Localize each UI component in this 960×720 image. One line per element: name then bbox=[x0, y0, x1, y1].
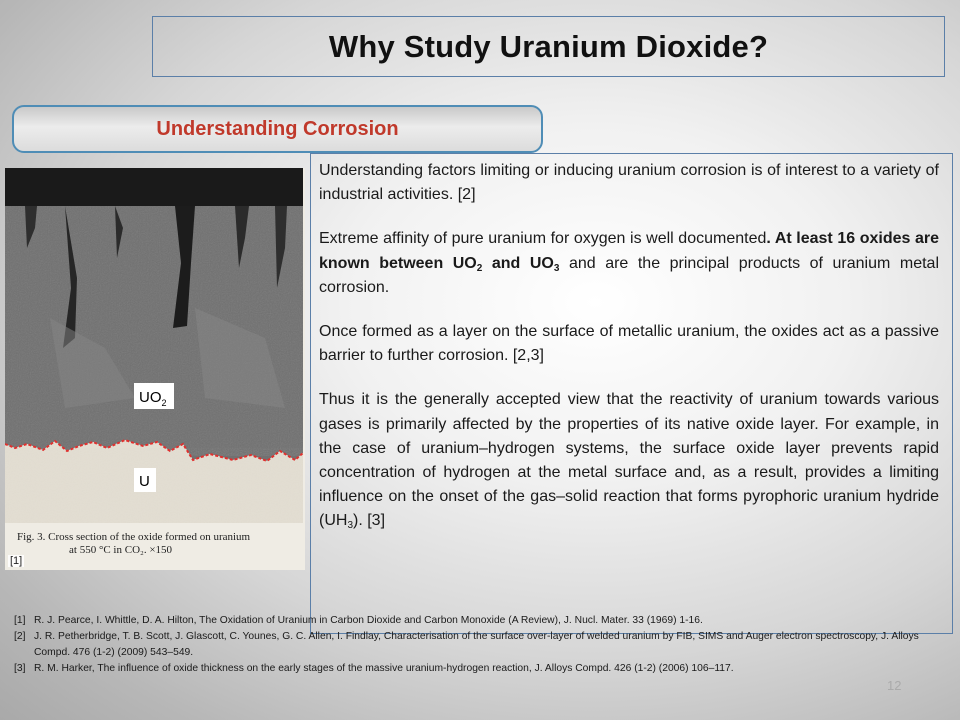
oxide-label: $UO_2$ bbox=[139, 389, 167, 408]
figure-caption-line2: at 550 °C in CO₂. ×150 bbox=[69, 544, 173, 556]
reference-item: [1] R. J. Pearce, I. Whittle, D. A. Hilton, The Oxidation of Uranium in Carbon Dioxide and Carbon Monoxide (A Review), J. Nucl. Mater. 33 (1969) 1-16. bbox=[14, 615, 703, 626]
micrograph-image bbox=[5, 168, 305, 570]
metal-label: U bbox=[139, 473, 150, 490]
paragraph-2: Extreme affinity of pure uranium for oxygen is well documented. At least 16 oxides are known between $UO_2$ and $UO_3$ and are the principal products of uranium metal corrosion. bbox=[319, 230, 940, 296]
figure-citation: [1] bbox=[10, 555, 23, 567]
reference-item: [2] J. R. Petherbridge, T. B. Scott, J. Glascott, C. Younes, G. C. Allen, I. Findlay, Characterisation of the surface over-layer of welded uranium by FIB, SIMS and Auger electron spectroscopy, J. Alloys Compd. 476 (1-2) (2009) 543–549. bbox=[14, 631, 919, 658]
micrograph-figure bbox=[5, 168, 305, 570]
title-box bbox=[152, 16, 945, 77]
paragraph-4: Thus it is the generally accepted view that the reactivity of uranium towards various gases is primarily affected by the properties of its native oxide layer. For example, in the case of uranium–hydrogen systems, the surface oxide layer prevents rapid concentration of hydrogen at the metal surface and, as a result, provides a limiting influence on the onset of the gas–solid reaction that forms pyrophoric uranium hydride $(UH_3)$. [3] bbox=[319, 391, 939, 532]
page-number: 12 bbox=[887, 678, 902, 693]
paragraph-1: Understanding factors limiting or inducing uranium corrosion is of interest to a variety of industrial activities. [2] bbox=[319, 162, 939, 204]
section-title: Understanding Corrosion bbox=[156, 117, 399, 140]
figure-caption-line1: Fig. 3. Cross section of the oxide formed on uranium bbox=[17, 531, 251, 543]
paragraph-3: Once formed as a layer on the surface of metallic uranium, the oxides act as a passive barrier to further corrosion. [2,3] bbox=[319, 323, 939, 365]
reference-item: [3] R. M. Harker, The influence of oxide thickness on the early stages of the massive uranium-hydrogen reaction, J. Alloys Compd. 426 (1-2) (2006) 106–117. bbox=[14, 663, 734, 674]
slide-title: Why Study Uranium Dioxide? bbox=[328, 28, 769, 64]
section-header bbox=[12, 105, 543, 153]
body-text-box bbox=[310, 153, 953, 634]
references bbox=[14, 613, 944, 677]
